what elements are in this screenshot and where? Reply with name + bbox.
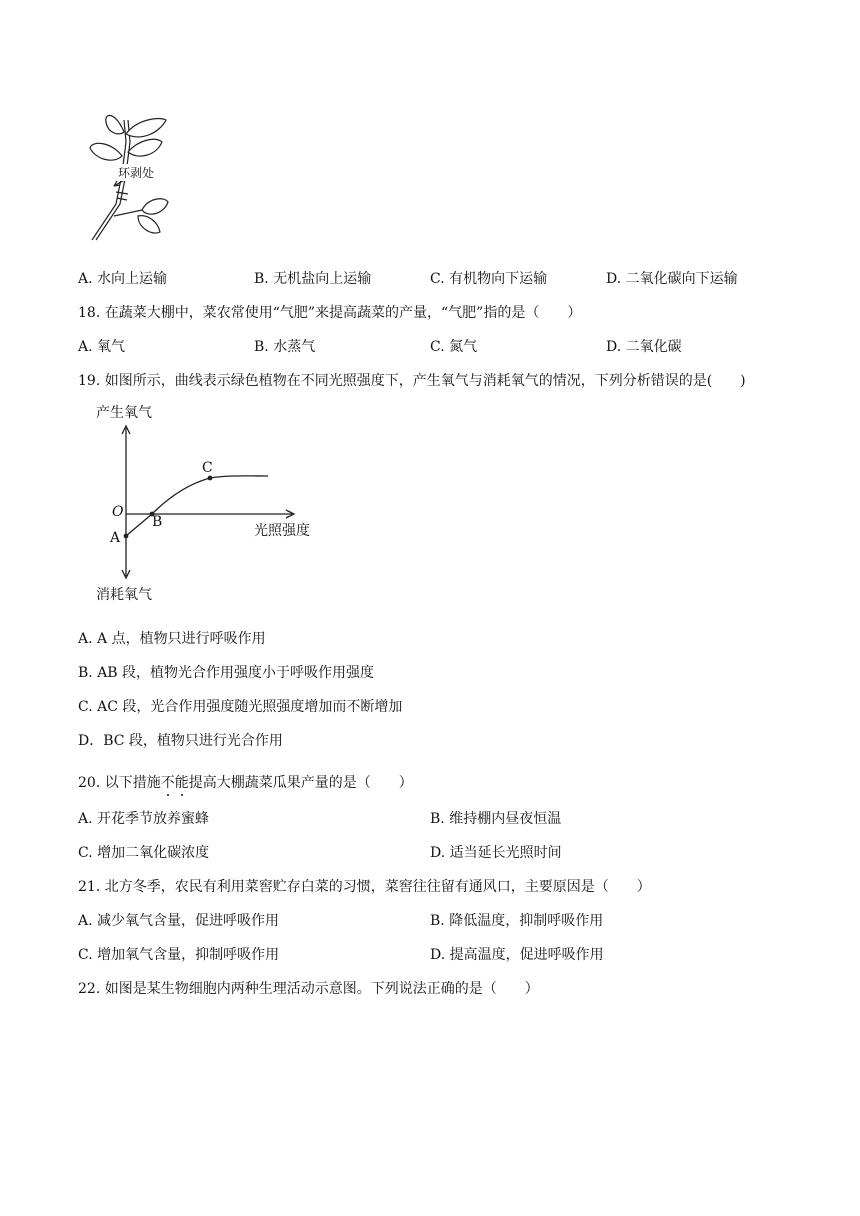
q20-stem-prefix: 20. 以下措施 [78,775,161,791]
point-b-label: B [152,514,163,530]
q20-stem [78,772,413,792]
q22-stem: 22. 如图是某生物细胞内两种生理活动示意图。下列说法正确的是（ ） [78,981,539,997]
oxygen-light-svg [88,398,328,608]
point-c-label: C [202,460,213,476]
q17-option-c[interactable]: C. 有机物向下运输 [430,271,548,287]
point-c-dot [208,476,213,481]
q20-emphasis-not: 不 [160,775,175,791]
point-a-dot [124,534,129,539]
q19-option-c[interactable]: C. AC 段，光合作用强度随光照强度增加而不断增加 [78,699,403,715]
q19-stem: 19. 如图所示，曲线表示绿色植物在不同光照强度下，产生氧气与消耗氧气的情况，下列分析错误的是( ) [78,373,746,389]
origin-label: O [112,504,124,520]
point-a-label: A [110,530,121,546]
q17-option-d[interactable]: D. 二氧化碳向下运输 [606,271,738,287]
q20-emphasis-can: 能 [174,775,189,791]
girdle-label: 环剥处 [118,166,155,180]
q17-option-a[interactable]: A. 水向上运输 [78,271,168,287]
girdled-branch-figure [86,112,172,244]
oxygen-curve [126,476,268,536]
q21-option-a[interactable]: A. 减少氧气含量，促进呼吸作用 [78,913,280,929]
q18-stem: 18. 在蔬菜大棚中，菜农常使用“气肥”来提高蔬菜的产量，“气肥”指的是（ ） [78,305,582,321]
oxygen-light-graph [88,398,328,608]
q21-option-d[interactable]: D. 提高温度，促进呼吸作用 [430,947,604,963]
q21-stem: 21. 北方冬季，农民有利用菜窖贮存白菜的习惯，菜窖往往留有通风口，主要原因是（ ） [78,879,651,895]
q18-option-c[interactable]: C. 氮气 [430,339,478,355]
q19-option-d[interactable]: D．BC 段，植物只进行光合作用 [78,733,283,749]
q21-option-b[interactable]: B. 降低温度，抑制呼吸作用 [430,913,604,929]
y-axis-bottom-label: 消耗氧气 [96,587,152,603]
q20-option-a[interactable]: A. 开花季节放养蜜蜂 [78,811,210,827]
x-axis-label: 光照强度 [254,523,310,539]
q18-option-b[interactable]: B. 水蒸气 [254,339,316,355]
q19-option-a[interactable]: A. A 点，植物只进行呼吸作用 [78,631,266,647]
q18-option-a[interactable]: A. 氧气 [78,339,126,355]
q20-option-c[interactable]: C. 增加二氧化碳浓度 [78,845,210,861]
q20-option-b[interactable]: B. 维持棚内昼夜恒温 [430,811,562,827]
q20-stem-suffix: 提高大棚蔬菜瓜果产量的是（ ） [188,775,413,791]
q21-option-c[interactable]: C. 增加氧气含量，抑制呼吸作用 [78,947,280,963]
q20-option-d[interactable]: D. 适当延长光照时间 [430,845,562,861]
q17-option-b[interactable]: B. 无机盐向上运输 [254,271,372,287]
q18-option-d[interactable]: D. 二氧化碳 [606,339,682,355]
q19-option-b[interactable]: B. AB 段，植物光合作用强度小于呼吸作用强度 [78,665,375,681]
y-axis-top-label: 产生氧气 [96,405,152,421]
